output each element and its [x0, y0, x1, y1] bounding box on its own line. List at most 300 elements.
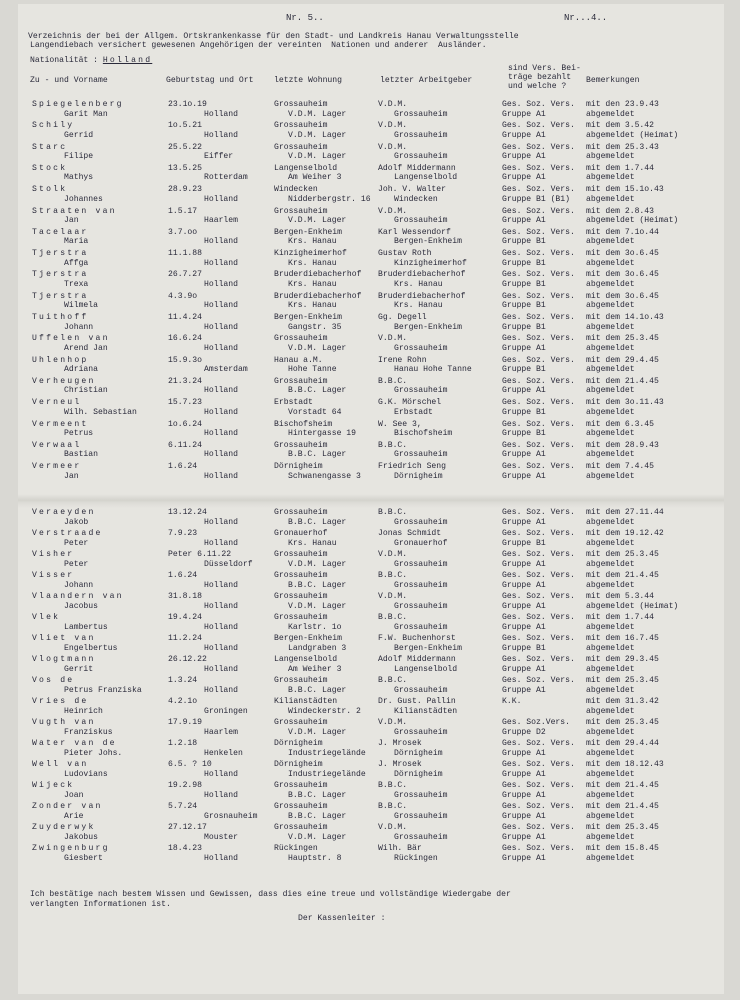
remark-cell: mit dem 15.1o.43 [586, 185, 664, 195]
remark-cell: mit dem 3o.6.45 [586, 291, 659, 301]
table-row [18, 508, 724, 528]
surname-cell: Tacelaar [32, 227, 89, 237]
remark-status-cell: abgemeldet [586, 386, 635, 396]
address-line-1-cell: Windecken [274, 185, 318, 195]
surname-cell: Spiegelenberg [32, 100, 124, 109]
employer-place-cell: Bergen-Enkheim [394, 237, 462, 247]
surname-cell: Verwaal [32, 440, 82, 450]
address-line-2-cell: V.D.M. Lager [288, 130, 347, 140]
birth-place-cell: Mouster [204, 832, 238, 842]
remark-cell: mit dem 29.3.45 [586, 655, 659, 664]
remark-status-cell: abgemeldet [586, 407, 635, 417]
employer-place-cell: Erbstadt [394, 407, 433, 417]
remark-cell: mit dem 3o.11.43 [586, 398, 664, 408]
birth-place-cell: Holland [204, 622, 238, 632]
insurance-cell: Ges. Soz. Vers. [502, 571, 575, 580]
remark-cell: mit dem 25.3.45 [586, 550, 659, 559]
surname-cell: Vermeer [32, 462, 82, 472]
address-line-1-cell: Langenselbold [274, 655, 338, 664]
surname-cell: Schily [32, 121, 75, 131]
birth-date-cell: 15.7.23 [168, 398, 202, 408]
birth-place-cell: Amsterdam [204, 365, 248, 375]
given-name-cell: Franziskus [64, 727, 113, 737]
insurance-group-cell: Gruppe A1 [502, 622, 546, 632]
remark-status-cell: abgemeldet [586, 811, 635, 821]
employer-cell: Joh. V. Walter [378, 185, 446, 195]
birth-place-cell: Holland [204, 643, 238, 653]
insurance-cell: Ges. Soz. Vers. [502, 376, 575, 386]
employer-place-cell: Grossauheim [394, 517, 448, 527]
birth-date-cell: 26.12.22 [168, 655, 207, 664]
remark-status-cell: abgemeldet [586, 173, 635, 183]
given-name-cell: Peter [64, 559, 89, 569]
given-name-cell: Johann [64, 580, 94, 590]
table-row [18, 249, 724, 269]
given-name-cell: Gerrid [64, 130, 94, 140]
table-row [18, 634, 724, 654]
employer-place-cell: Grossauheim [394, 727, 448, 737]
remark-status-cell: abgemeldet [586, 685, 635, 695]
birth-place-cell: Holland [204, 450, 238, 460]
signer-label: Der Kassenleiter : [298, 914, 386, 923]
address-line-2-cell: B.B.C. Lager [288, 386, 347, 396]
employer-cell: Irene Rohn [378, 355, 427, 365]
surname-cell: Stock [32, 163, 68, 173]
insurance-group-cell: Gruppe A1 [502, 580, 546, 590]
insurance-cell: Ges. Soz. Vers. [502, 100, 575, 109]
address-line-2-cell: Krs. Hanau [288, 237, 337, 247]
employer-cell: B.B.C. [378, 781, 408, 790]
employer-place-cell: Rückingen [394, 853, 438, 863]
surname-cell: Uffelen van [32, 334, 110, 344]
birth-place-cell: Eiffer [204, 152, 234, 162]
employer-cell: B.B.C. [378, 802, 408, 811]
remark-cell: mit dem 25.3.45 [586, 718, 659, 727]
insurance-group-cell: Gruppe A1 [502, 173, 546, 183]
remark-cell: mit dem 31.3.42 [586, 697, 659, 706]
surname-cell: Vlogtmann [32, 655, 96, 664]
employer-cell: B.B.C. [378, 613, 408, 622]
address-line-1-cell: Erbstadt [274, 398, 313, 408]
table-row [18, 100, 724, 120]
col-contrib-3: und welche ? [508, 82, 567, 91]
remark-status-cell: abgemeldet [586, 559, 635, 569]
birth-place-cell: Holland [204, 130, 238, 140]
address-line-2-cell: Am Weiher 3 [288, 173, 342, 183]
given-name-cell: Arend Jan [64, 343, 108, 353]
address-line-2-cell: Karlstr. 1o [288, 622, 342, 632]
employer-cell: V.D.M. [378, 142, 408, 152]
address-line-1-cell: Langenselbold [274, 163, 338, 173]
employer-place-cell: Grossauheim [394, 790, 448, 800]
birth-place-cell: Holland [204, 538, 238, 548]
confirmation-line-1: Ich bestätige nach bestem Wissen und Gewissen, dass dies eine treue und vollständige Wiedergabe der [30, 890, 511, 899]
insurance-cell: Ges. Soz. Vers. [502, 676, 575, 685]
address-line-2-cell: Hauptstr. 8 [288, 853, 342, 863]
given-name-cell: Gerrit [64, 664, 94, 674]
insurance-cell: Ges. Soz. Vers. [502, 760, 575, 769]
surname-cell: Zuyderwyk [32, 823, 96, 832]
remark-cell: mit dem 21.4.45 [586, 376, 659, 386]
remark-status-cell: abgemeldet [586, 194, 635, 204]
employer-place-cell: Grossauheim [394, 559, 448, 569]
address-line-1-cell: Grossauheim [274, 440, 328, 450]
table-row [18, 334, 724, 354]
address-line-2-cell: Krs. Hanau [288, 258, 337, 268]
given-name-cell: Mathys [64, 173, 94, 183]
insurance-cell: Ges. Soz. Vers. [502, 802, 575, 811]
address-line-1-cell: Grossauheim [274, 802, 328, 811]
insurance-cell: Ges. Soz. Vers. [502, 655, 575, 664]
birth-date-cell: 1.3.24 [168, 676, 198, 685]
given-name-cell: Affga [64, 258, 89, 268]
employer-place-cell: Bischofsheim [394, 429, 453, 438]
address-line-2-cell: B.B.C. Lager [288, 811, 347, 821]
table-row [18, 718, 724, 738]
given-name-cell: Johann [64, 322, 94, 332]
employer-place-cell: Langenselbold [394, 173, 458, 183]
employer-cell: Adolf Middermann [378, 163, 456, 173]
address-line-2-cell: V.D.M. Lager [288, 601, 347, 611]
remark-status-cell: abgemeldet [586, 748, 635, 758]
col-birth-header: Geburtstag und Ort [166, 76, 254, 85]
address-line-2-cell: Hintergasse 19 [288, 429, 356, 438]
insurance-cell: Ges. Soz. Vers. [502, 185, 575, 195]
birth-date-cell: 17.9.19 [168, 718, 202, 727]
remark-status-cell: abgemeldet [586, 301, 635, 311]
surname-cell: Tjerstra [32, 291, 89, 301]
table-row [18, 697, 724, 717]
insurance-cell: Ges. Soz. Vers. [502, 634, 575, 643]
surname-cell: Vlek [32, 613, 61, 622]
surname-cell: Water van de [32, 739, 117, 748]
employer-cell: V.D.M. [378, 592, 408, 601]
intro-line-1: Verzeichnis der bei der Allgem. Ortskrankenkasse für den Stadt- und Landkreis Hanau Verwaltungsstelle [28, 32, 519, 41]
insurance-group-cell: Gruppe A1 [502, 664, 546, 674]
insurance-group-cell: Gruppe A1 [502, 832, 546, 842]
birth-date-cell: 21.3.24 [168, 376, 202, 386]
employer-cell: V.D.M. [378, 206, 408, 216]
insurance-cell: Ges. Soz. Vers. [502, 206, 575, 216]
remark-cell: mit dem 21.4.45 [586, 781, 659, 790]
insurance-cell: Ges. Soz. Vers. [502, 781, 575, 790]
surname-cell: Vlaandern van [32, 592, 124, 601]
insurance-cell: Ges. Soz. Vers. [502, 739, 575, 748]
remark-cell: mit dem 3.5.42 [586, 121, 654, 131]
birth-date-cell: Peter 6.11.22 [168, 550, 232, 559]
remark-cell: mit dem 25.3.45 [586, 334, 659, 344]
given-name-cell: Jakobus [64, 832, 98, 842]
employer-cell: Bruderdiebacherhof [378, 291, 466, 301]
remark-status-cell: abgemeldet [586, 769, 635, 779]
col-address-header: letzte Wohnung [274, 76, 342, 85]
insurance-group-cell: Gruppe A1 [502, 685, 546, 695]
table-row [18, 185, 724, 205]
table-row [18, 739, 724, 759]
insurance-cell: Ges. Soz. Vers. [502, 508, 575, 517]
employer-cell: Adolf Middermann [378, 655, 456, 664]
employer-cell: B.B.C. [378, 376, 408, 386]
birth-place-cell: Holland [204, 407, 238, 417]
employer-cell: V.D.M. [378, 121, 408, 131]
employer-place-cell: Bergen-Enkheim [394, 322, 462, 332]
birth-place-cell: Rotterdam [204, 173, 248, 183]
table-row [18, 398, 724, 418]
remark-cell: mit dem 1.7.44 [586, 163, 654, 173]
insurance-group-cell: Gruppe B1 [502, 429, 546, 438]
employer-place-cell: Hanau Hohe Tanne [394, 365, 472, 375]
table-row [18, 228, 724, 248]
insurance-group-cell: Gruppe A1 [502, 471, 546, 481]
surname-cell: Stolk [32, 185, 68, 195]
table-row [18, 207, 724, 227]
table-row [18, 441, 724, 461]
birth-date-cell: 6.5. ? 10 [168, 760, 212, 769]
birth-date-cell: 27.12.17 [168, 823, 207, 832]
remark-status-cell: abgemeldet [586, 471, 635, 481]
surname-cell: Straaten van [32, 206, 117, 216]
remark-cell: mit dem 28.9.43 [586, 440, 659, 450]
insurance-group-cell: Gruppe B1 [502, 538, 546, 548]
employer-place-cell: Windecken [394, 194, 438, 204]
employer-place-cell: Grossauheim [394, 216, 448, 225]
insurance-cell: Ges. Soz. Vers. [502, 823, 575, 832]
birth-date-cell: 16.6.24 [168, 334, 202, 344]
insurance-group-cell: Gruppe A1 [502, 386, 546, 396]
nationality-label [30, 56, 152, 65]
table-row [18, 823, 724, 843]
birth-place-cell: Holland [204, 386, 238, 396]
employer-place-cell: Grossauheim [394, 386, 448, 396]
employer-cell: V.D.M. [378, 550, 408, 559]
birth-place-cell: Holland [204, 343, 238, 353]
address-line-1-cell: Grossauheim [274, 613, 328, 622]
remark-cell: mit dem 18.12.43 [586, 760, 664, 769]
employer-cell: V.D.M. [378, 334, 408, 344]
remark-cell: mit dem 6.3.45 [586, 419, 654, 429]
given-name-cell: Johannes [64, 194, 103, 204]
remark-status-cell: abgemeldet [586, 258, 635, 268]
remark-status-cell: abgemeldet [586, 538, 635, 548]
address-line-1-cell: Dörnigheim [274, 739, 323, 748]
table-row [18, 121, 724, 141]
table-row [18, 571, 724, 591]
address-line-2-cell: Schwanengasse 3 [288, 471, 361, 481]
birth-place-cell: Holland [204, 601, 238, 611]
employer-place-cell: Krs. Hanau [394, 301, 443, 311]
remark-cell: mit dem 3o.6.45 [586, 270, 659, 280]
intro-line-2: Langendiebach versichert gewesenen Angehörigen der vereinten Nationen und anderer Ausländer. [30, 41, 487, 50]
table-row [18, 655, 724, 675]
employer-cell: Gg. Degell [378, 313, 427, 322]
remark-status-cell: abgemeldet [586, 706, 635, 716]
address-line-2-cell: Krs. Hanau [288, 279, 337, 289]
address-line-1-cell: Grossauheim [274, 823, 328, 832]
employer-place-cell: Krs. Hanau [394, 279, 443, 289]
birth-place-cell: Holland [204, 769, 238, 779]
insurance-group-cell: Gruppe B1 [502, 279, 546, 289]
address-line-2-cell: V.D.M. Lager [288, 152, 347, 162]
birth-place-cell: Holland [204, 301, 238, 311]
address-line-2-cell: Krs. Hanau [288, 301, 337, 311]
birth-place-cell: Grosnauheim [204, 811, 258, 821]
surname-cell: Verstraade [32, 529, 103, 538]
surname-cell: Veraeyden [32, 508, 96, 517]
table-row [18, 844, 724, 864]
employer-place-cell: Gronauerhof [394, 538, 448, 548]
remark-cell: mit dem 27.11.44 [586, 508, 664, 517]
insurance-cell: K.K. [502, 697, 522, 706]
surname-cell: Vos de [32, 676, 75, 685]
insurance-group-cell: Gruppe A1 [502, 109, 546, 119]
employer-place-cell: Grossauheim [394, 343, 448, 353]
employer-place-cell: Grossauheim [394, 685, 448, 695]
insurance-group-cell: Gruppe B1 [502, 322, 546, 332]
birth-place-cell: Holland [204, 685, 238, 695]
employer-cell: Gustav Roth [378, 249, 432, 259]
birth-place-cell: Holland [204, 322, 238, 332]
employer-cell: V.D.M. [378, 718, 408, 727]
address-line-1-cell: Bruderdiebacherhof [274, 291, 362, 301]
surname-cell: Starc [32, 142, 68, 152]
birth-place-cell: Henkelen [204, 748, 243, 758]
insurance-cell: Ges. Soz. Vers. [502, 121, 575, 131]
insurance-group-cell: Gruppe A1 [502, 450, 546, 460]
insurance-cell: Ges. Soz. Vers. [502, 270, 575, 280]
address-line-1-cell: Bergen-Enkheim [274, 634, 342, 643]
remark-status-cell: abgemeldet [586, 279, 635, 289]
address-line-2-cell: V.D.M. Lager [288, 559, 347, 569]
given-name-cell: Jakob [64, 517, 89, 527]
insurance-group-cell: Gruppe A1 [502, 517, 546, 527]
insurance-cell: Ges. Soz. Vers. [502, 592, 575, 601]
birth-place-cell: Holland [204, 429, 238, 438]
surname-cell: Tuithoff [32, 313, 89, 322]
page-number-right: Nr...4.. [564, 13, 608, 23]
employer-place-cell: Langenselbold [394, 664, 458, 674]
remark-status-cell: abgemeldet [586, 322, 635, 332]
birth-date-cell: 19.4.24 [168, 613, 202, 622]
birth-date-cell: 1o.6.24 [168, 419, 202, 429]
address-line-2-cell: V.D.M. Lager [288, 216, 347, 225]
insurance-cell: Ges. Soz. Vers. [502, 355, 575, 365]
remark-status-cell: abgemeldet [586, 664, 635, 674]
table-row [18, 377, 724, 397]
employer-cell: Karl Wessendorf [378, 227, 451, 237]
remark-cell: mit dem 21.4.45 [586, 571, 659, 580]
address-line-1-cell: Grossauheim [274, 142, 328, 152]
address-line-2-cell: V.D.M. Lager [288, 109, 347, 119]
employer-place-cell: Dörnigheim [394, 769, 443, 779]
given-name-cell: Joan [64, 790, 84, 800]
address-line-1-cell: Grossauheim [274, 100, 328, 109]
address-line-1-cell: Dörnigheim [274, 760, 323, 769]
birth-date-cell: 1.6.24 [168, 571, 198, 580]
table-row [18, 802, 724, 822]
address-line-1-cell: Gronauerhof [274, 529, 328, 538]
insurance-group-cell: Gruppe A1 [502, 748, 546, 758]
insurance-group-cell: Gruppe A1 [502, 152, 546, 162]
employer-place-cell: Grossauheim [394, 832, 448, 842]
given-name-cell: Filipe [64, 152, 94, 162]
col-name-header: Zu - und Vorname [30, 76, 108, 85]
employer-cell: Dr. Gust. Pallin [378, 697, 456, 706]
address-line-2-cell: V.D.M. Lager [288, 832, 347, 842]
given-name-cell: Bastian [64, 450, 98, 460]
address-line-1-cell: Grossauheim [274, 676, 328, 685]
table-row [18, 781, 724, 801]
insurance-cell: Ges. Soz. Vers. [502, 142, 575, 152]
address-line-2-cell: B.B.C. Lager [288, 685, 347, 695]
address-line-1-cell: Bischofsheim [274, 419, 333, 429]
employer-cell: W. See 3, [378, 419, 422, 429]
employer-place-cell: Kinzigheimerhof [394, 258, 467, 268]
birth-date-cell: 1.2.18 [168, 739, 198, 748]
birth-date-cell: 4.3.9o [168, 291, 198, 301]
address-line-1-cell: Kinzigheimerhof [274, 249, 347, 259]
insurance-cell: Ges. Soz. Vers. [502, 249, 575, 259]
table-row [18, 313, 724, 333]
employer-place-cell: Dörnigheim [394, 471, 443, 481]
remark-status-cell: abgemeldet [586, 450, 635, 460]
given-name-cell: Trexa [64, 279, 89, 289]
surname-cell: Vries de [32, 697, 89, 706]
birth-place-cell: Düsseldorf [204, 559, 253, 569]
address-line-2-cell: B.B.C. Lager [288, 790, 347, 800]
remark-status-cell: abgemeldet [586, 622, 635, 632]
given-name-cell: Jacobus [64, 601, 98, 611]
employer-cell: J. Mrosek [378, 739, 422, 748]
address-line-2-cell: B.B.C. Lager [288, 517, 347, 527]
table-row [18, 613, 724, 633]
remark-status-cell: abgemeldet [586, 343, 635, 353]
birth-date-cell: 3.7.oo [168, 227, 198, 237]
address-line-2-cell: Hohe Tanne [288, 365, 337, 375]
address-line-1-cell: Grossauheim [274, 718, 328, 727]
address-line-2-cell: Landgraben 3 [288, 643, 347, 653]
address-line-2-cell: B.B.C. Lager [288, 580, 347, 590]
employer-cell: V.D.M. [378, 100, 408, 109]
birth-place-cell: Haarlem [204, 216, 238, 225]
surname-cell: Vugth van [32, 718, 96, 727]
remark-status-cell: abgemeldet (Heimat) [586, 601, 679, 611]
employer-cell: Friedrich Seng [378, 462, 446, 472]
address-line-2-cell: Nidderbergstr. 16 [288, 194, 371, 204]
given-name-cell: Heinrich [64, 706, 103, 716]
remark-cell: mit dem 25.3.45 [586, 676, 659, 685]
given-name-cell: Christian [64, 386, 108, 396]
table-row [18, 270, 724, 290]
employer-cell: F.W. Buchenhorst [378, 634, 456, 643]
remark-status-cell: abgemeldet [586, 643, 635, 653]
insurance-group-cell: Gruppe B1 [502, 365, 546, 375]
given-name-cell: Engelbertus [64, 643, 118, 653]
employer-cell: B.B.C. [378, 508, 408, 517]
address-line-1-cell: Grossauheim [274, 508, 328, 517]
table-row [18, 143, 724, 163]
employer-place-cell: Grossauheim [394, 601, 448, 611]
address-line-2-cell: Gangstr. 35 [288, 322, 342, 332]
insurance-group-cell: Gruppe A1 [502, 216, 546, 225]
surname-cell: Tjerstra [32, 249, 89, 259]
address-line-1-cell: Dörnigheim [274, 462, 323, 472]
insurance-cell: Ges. Soz. Vers. [502, 419, 575, 429]
remark-status-cell: abgemeldet [586, 429, 635, 438]
remark-cell: mit dem 7.1o.44 [586, 227, 659, 237]
remark-status-cell: abgemeldet [586, 152, 635, 162]
confirmation-line-2: verlangten Informationen ist. [30, 900, 171, 909]
birth-place-cell: Holland [204, 517, 238, 527]
